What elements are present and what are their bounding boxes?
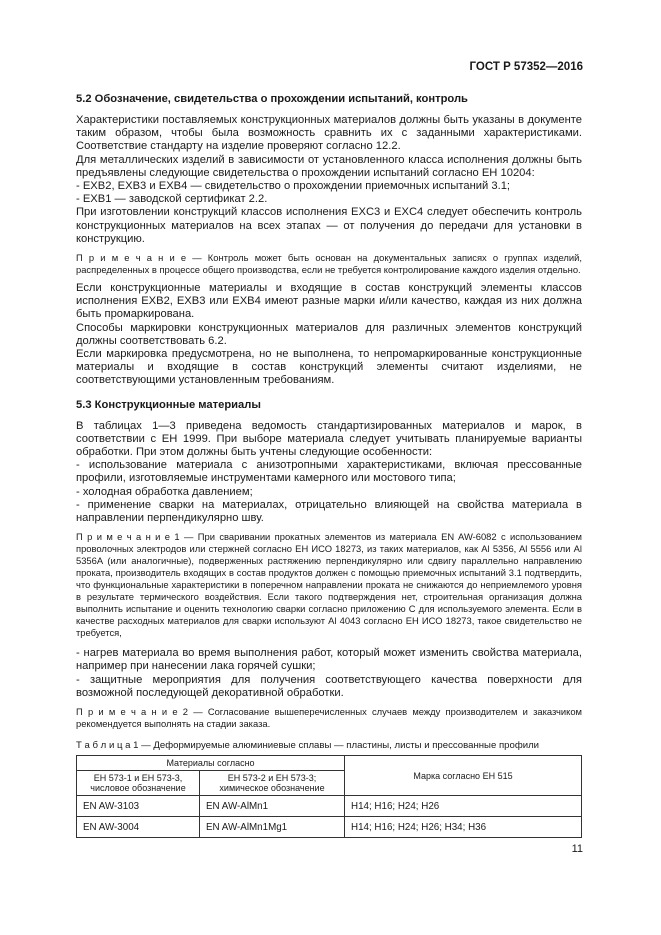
table-group-header: Материалы согласно [77,756,345,771]
note: П р и м е ч а н и е — Контроль может быть основан на документальных записях о группах изделий, распределенных в процессе общего производства, если не требуется контролирование каждого изделия отдельно. [76,252,582,276]
list-item: - применение сварки на материалах, отрицательно влияющей на свойства материала в направлении перпендикулярно шву. [76,498,582,525]
table-cell-numeric: EN AW-3004 [77,817,200,838]
table-column-header-chemical: ЕН 573-2 и ЕН 573-3; химическое обозначение [200,771,345,796]
table-row [77,817,582,838]
note: П р и м е ч а н и е 1 — При сваривании прокатных элементов из материала EN AW-6082 с использованием проволочных электродов или стержней согласно ЕН ИСО 18273, из таких материалов, как Al 5356, Al 5556 или Al 5356A (или аналогичные), подверженных растяжению перпендикулярно или сдвигу параллельно направлению проката, производитель входящих в состав продуктов должен с помощью приемочных испытаний 3.1 подтвердить, что функциональные характеристики в поперечном направлении проката не снижаются до неприемлемого уровня в результате термического воздействия. Если такого подтверждения нет, строительная организация должна выполнить испытание и оценить технологию сварки согласно приложению С для используемого элемента. Если в качестве расходных материалов для сварки используют Al 4043 согласно ЕН ИСО 18273, такое свидетельство не требуется, [76,531,582,639]
section-5-2-title: 5.2 Обозначение, свидетельства о прохождении испытаний, контроль [76,93,468,105]
paragraph: Если маркировка предусмотрена, но не выполнена, то непромаркированные конструкционные материалы и входящие в состав конструкций элементы считают изделиями, не соответствующими установленным требованиям. [76,348,582,387]
paragraph: В таблицах 1—3 приведена ведомость стандартизированных материалов и марок, в соответствии с ЕН 1999. При выборе материала следует учитывать планируемые варианты обработки. При этом должны быть учтены следующие особенности: [76,419,582,459]
note: П р и м е ч а н и е 2 — Согласование вышеперечисленных случаев между производителем и заказчиком рекомендуется выполнять на стадии заказа. [76,706,582,730]
paragraph: Если конструкционные материалы и входящие в состав конструкций элементы классов исполнения EXB2, EXB3 или EXB4 имеют разные марки и/или качество, каждая из них должна быть промаркирована. [76,282,582,321]
list-item: - защитные мероприятия для получения соответствующего качества поверхности для возможной последующей декоративной обработки. [76,673,582,699]
materials-table [76,755,582,838]
table-column-header-grade: Марка согласно ЕН 515 [345,756,582,796]
paragraph: Характеристики поставляемых конструкционных материалов должны быть указаны в документе таким образом, чтобы была возможность сравнить их с заданными характеристиками. Соответствие стандарту на изделие проверяют согласно 12.2. [76,114,582,153]
table-caption: Т а б л и ц а 1 — Деформируемые алюминиевые сплавы — пластины, листы и прессованные профили [76,740,540,752]
page-number: 11 [571,843,583,855]
table-cell-chemical: EN AW-AlMn1Mg1 [200,817,345,838]
page-content [76,92,582,838]
table-cell-grade: H14; H16; H24; H26 [345,796,582,817]
table-column-header-numeric: ЕН 573-1 и ЕН 573-3, числовое обозначение [77,771,200,796]
list-item: - EXB1 — заводской сертификат 2.2. [76,193,268,206]
document-header: ГОСТ Р 57352—2016 [469,61,583,73]
list-item: - EXB2, EXB3 и EXB4 — свидетельство о прохождении приемочных испытаний 3.1; [76,180,511,193]
table-cell-numeric: EN AW-3103 [77,796,200,817]
section-5-3-title: 5.3 Конструкционные материалы [76,398,261,411]
list-item: - использование материала с анизотропными характеристиками, включая прессованные профили, изготовляемые инструментами камерного или мостового типа; [76,459,582,485]
paragraph: При изготовлении конструкций классов исполнения EXC3 и EXC4 следует обеспечить контроль конструкционных материалов на всех этапах — от получения до передачи для установки в конструкцию. [76,206,582,245]
paragraph: Способы маркировки конструкционных материалов для различных элементов конструкций должны соответствовать 6.2. [76,321,582,347]
list-item: - нагрев материала во время выполнения работ, который может изменить свойства материала, например при нанесении лака горячей сушки; [76,647,582,673]
table-row [77,796,582,817]
table-cell-chemical: EN AW-AlMn1 [200,796,345,817]
list-item: - холодная обработка давлением; [76,485,253,498]
table-cell-grade: H14; H16; H24; H26; H34; H36 [345,817,582,838]
paragraph: Для металлических изделий в зависимости от установленного класса исполнения должны быть предъявлены следующие свидетельства о прохождении испытаний согласно ЕН 10204: [76,153,582,179]
